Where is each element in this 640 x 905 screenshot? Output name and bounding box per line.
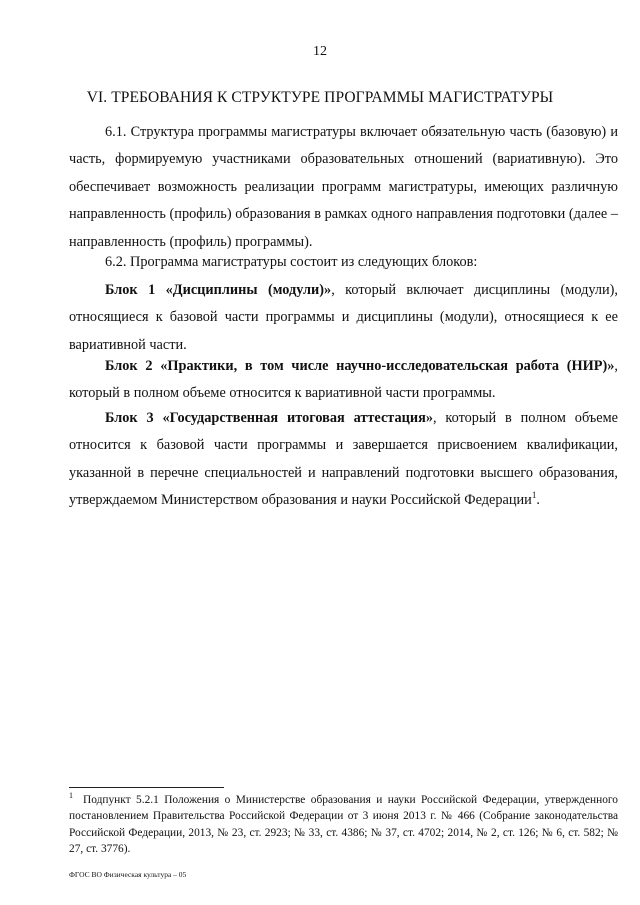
block-3-title: Блок 3 «Государственная итоговая аттестация»: [105, 410, 433, 426]
footnote-reference: 1: [531, 490, 537, 501]
block-2-text: , который в полном объеме относится к вариативной части программы.: [69, 358, 618, 402]
paragraph-6-2: [69, 249, 618, 276]
block-3-end: .: [536, 492, 540, 509]
document-footer: ФГОС ВО Физическая культура – 05: [69, 870, 187, 879]
block-1-paragraph: [69, 277, 618, 359]
paragraph-6-2-text: 6.2. Программа магистратуры состоит из следующих блоков:: [105, 254, 478, 270]
block-2-title: Блок 2 «Практики, в том числе научно-исследовательская работа (НИР)»: [105, 358, 615, 374]
paragraph-6-1-text: 6.1. Структура программы магистратуры включает обязательную часть (базовую) и часть, формируемую участниками образовательных отношений (вариативную). Это обеспечивает возможность реализации программ магистратуры, имеющих различную направленность (профиль) образования в рамках одного направления подготовки (далее – направленность (профиль) программы).: [69, 124, 618, 250]
section-title: VI. ТРЕБОВАНИЯ К СТРУКТУРЕ ПРОГРАММЫ МАГИСТРАТУРЫ: [86, 89, 554, 106]
paragraph-6-1: [69, 119, 618, 256]
footnote: [69, 792, 618, 858]
block-2-paragraph: [69, 353, 618, 408]
footnote-text: Подпункт 5.2.1 Положения о Министерстве образования и науки Российской Федерации, утвержденного постановлением Правительства Российской Федерации от 3 июня 2013 г. № 466 (Собрание законодательства Российской Федерации, 2013, № 23, ст. 2923; № 33, ст. 4386; № 37, ст. 4702; 2014, № 2, ст. 126; № 6, ст. 582; № 27, ст. 3776).: [69, 794, 618, 856]
block-1-text: , который включает дисциплины (модули), относящиеся к базовой части программы и дисциплины (модули), относящиеся к ее вариативной части.: [69, 282, 618, 353]
footnote-mark: 1: [69, 791, 73, 801]
block-1-title: Блок 1 «Дисциплины (модули)»: [105, 282, 332, 298]
block-3-text: , который в полном объеме относится к базовой части программы и завершается присвоением квалификации, указанной в перечне специальностей и направлений подготовки высшего образования, утверждаемом Министерством образования и науки Российской Федерации: [69, 410, 618, 509]
page-number: 12: [313, 44, 327, 59]
footnote-separator: [69, 787, 224, 788]
block-3-paragraph: [69, 405, 618, 515]
